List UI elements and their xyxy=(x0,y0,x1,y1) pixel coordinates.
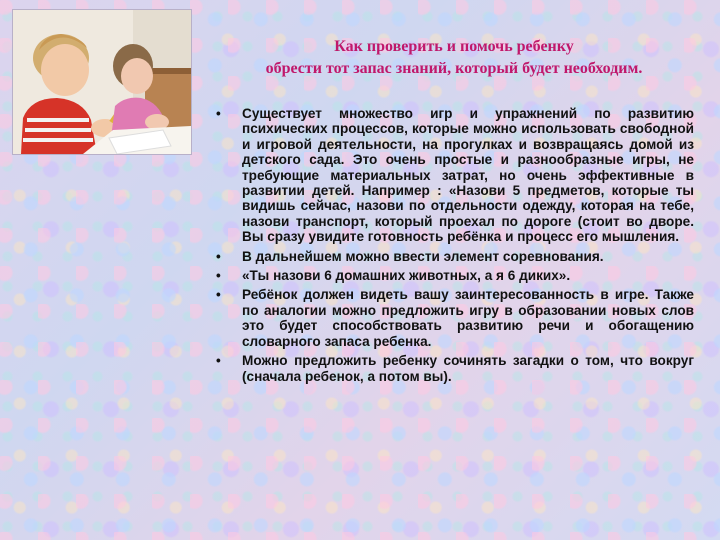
slide-title-line-1: Как проверить и помочь ребенку xyxy=(334,38,574,55)
bullet-text: В дальнейшем можно ввести элемент соревнования. xyxy=(242,248,604,264)
bullet-icon: • xyxy=(216,106,221,121)
bullet-item-1 xyxy=(216,106,694,245)
slide-title-line-2: обрести тот запас знаний, который будет необходим. xyxy=(265,60,643,77)
bullet-text: Ребёнок должен видеть вашу заинтересованность в игре. Также по аналогии можно предложить игру в образовании новых слов это будет способствовать развитию речи и обогащению словарного запаса ребенка. xyxy=(242,287,694,349)
children-drawing-photo xyxy=(12,9,192,155)
bullet-icon: • xyxy=(216,268,221,284)
bullet-item-3 xyxy=(216,268,694,283)
slide-title xyxy=(196,36,712,80)
bullet-list-container xyxy=(216,106,694,388)
bullet-icon: • xyxy=(216,287,221,303)
bullet-item-4 xyxy=(216,287,694,349)
photo-illustration xyxy=(13,10,191,154)
bullet-icon: • xyxy=(216,353,221,369)
bullet-list xyxy=(216,106,694,384)
bullet-text: Существует множество игр и упражнений по развитию психических процессов, которые можно использовать свободной и игровой деятельности, на прогулках и возвращаясь домой из детского сада. Это очень простые и разнообразные игры, не требующие материальных затрат, но очень эффективные в развитии детей. Например : «Назови 5 предметов, которые ты видишь сейчас, назови по отдельности одежду, которая на тебе, назови транспорт, который проехал по дороге (стоит во дворе. Вы сразу увидите готовность ребёнка и процесс его мышления. xyxy=(242,106,694,245)
bullet-item-2 xyxy=(216,249,694,264)
bullet-icon: • xyxy=(216,248,221,264)
bullet-item-5 xyxy=(216,353,694,384)
bullet-text: «Ты назови 6 домашних животных, а я 6 диких». xyxy=(242,268,571,284)
bullet-text: Можно предложить ребенку сочинять загадки о том, что вокруг (сначала ребенок, а потом вы). xyxy=(242,353,694,384)
